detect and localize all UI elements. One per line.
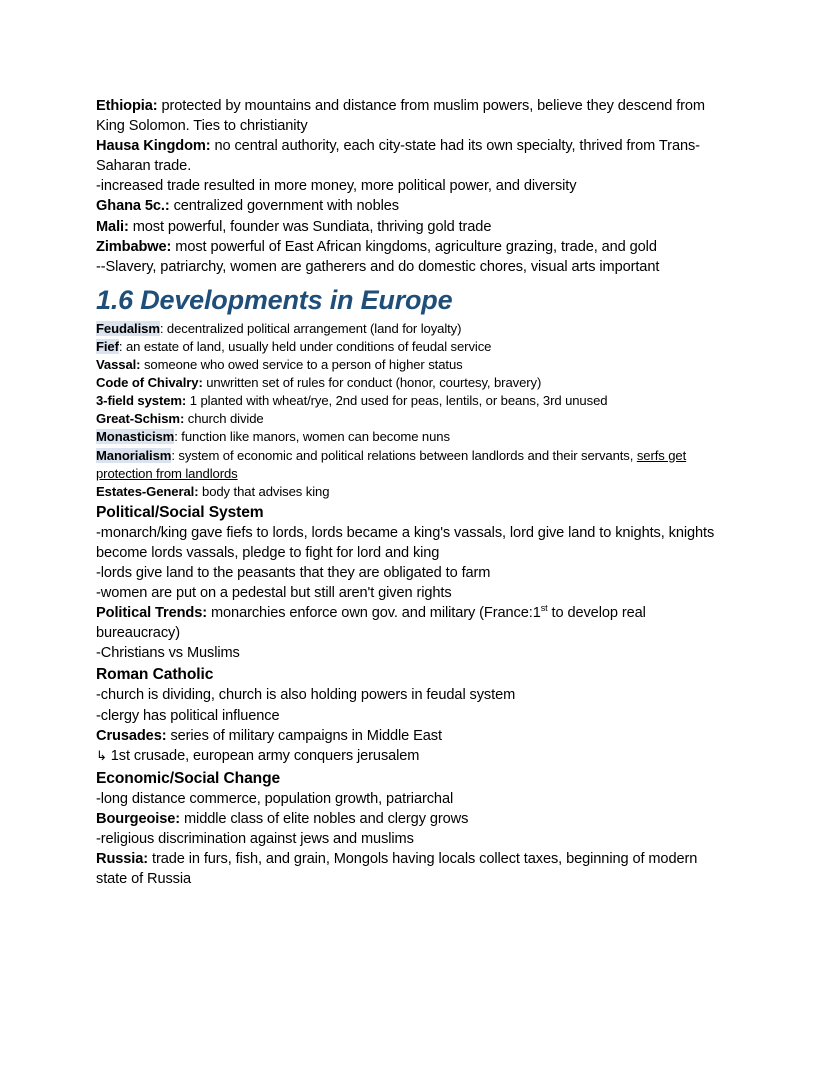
vocab-underlined-tail-manorialism: serfs get protection from landlords [96, 447, 687, 481]
vocab-definition-feudalism: : decentralized political arrangement (land for loyalty) [159, 320, 462, 336]
political-trends-text-a: monarchies enforce own gov. and military (France:1 [207, 605, 541, 622]
political-social-block [96, 523, 730, 664]
roman-catholic-line-2: -clergy has political influence [96, 707, 280, 724]
vocab-definition-manorialism: : system of economic and political relations between landlords and their servants, [171, 447, 637, 463]
note-line-mali [96, 217, 730, 237]
economic-social-line-1: -long distance commerce, population growth, patriarchal [96, 790, 454, 807]
vocab-term-monasticism: Monasticism [96, 429, 175, 445]
note-term-ethiopia: Ethiopia: [96, 98, 158, 114]
political-trends-text-b: to develop real bureaucracy) [96, 605, 646, 642]
vocab-term-great-schism: Great-Schism: [96, 411, 185, 427]
note-text-increased-trade: -increased trade resulted in more money, more political power, and diversity [96, 178, 577, 195]
note-line-slavery [96, 257, 730, 277]
crusades-sub-text: 1st crusade, european army conquers jerusalem [106, 747, 420, 764]
political-social-line-1: -monarch/king gave fiefs to lords, lords became a king's vassals, lord give land to knights, knights become lords vassals, pledge to fight for lord and king [96, 524, 715, 561]
subheading-roman-catholic: Roman Catholic [96, 666, 214, 684]
note-text-ethiopia: protected by mountains and distance from muslim powers, believe they descend from King Solomon. Ties to christianity [96, 98, 705, 135]
subheading-economic-social-change: Economic/Social Change [96, 769, 281, 787]
bourgeoise-term: Bourgeoise: [96, 810, 181, 827]
political-trends-superscript: st [540, 603, 548, 614]
africa-notes-block [96, 96, 730, 277]
note-text-zimbabwe: most powerful of East African kingdoms, agriculture grazing, trade, and gold [171, 238, 657, 255]
vocab-item-fief [96, 338, 730, 356]
political-social-line-2: -lords give land to the peasants that they are obligated to farm [96, 564, 491, 581]
vocabulary-block [96, 320, 730, 501]
vocab-term-vassal: Vassal: [96, 357, 141, 373]
note-text-ghana: centralized government with nobles [169, 198, 399, 215]
vocab-item-great-schism [96, 410, 730, 428]
vocab-term-3-field-system: 3-field system: [96, 393, 187, 409]
russia-line [96, 849, 730, 889]
crusades-line [96, 726, 730, 746]
roman-catholic-line-1: -church is dividing, church is also holding powers in feudal system [96, 687, 516, 704]
bourgeoise-text: middle class of elite nobles and clergy grows [180, 810, 469, 827]
vocab-term-feudalism: Feudalism [96, 320, 160, 336]
economic-social-block [96, 789, 730, 889]
vocab-definition-3-field-system: 1 planted with wheat/rye, 2nd used for peas, lentils, or beans, 3rd unused [186, 393, 608, 409]
vocab-item-3-field-system [96, 392, 730, 410]
note-line-hausa [96, 136, 730, 176]
political-social-closing-line: -Christians vs Muslims [96, 645, 240, 662]
note-term-mali: Mali: [96, 218, 129, 235]
note-line-ethiopia [96, 96, 730, 136]
note-term-hausa: Hausa Kingdom: [96, 138, 211, 155]
crusades-sub-line [96, 746, 730, 767]
russia-text: trade in furs, fish, and grain, Mongols having locals collect taxes, beginning of modern state of Russia [96, 851, 698, 888]
note-term-ghana: Ghana 5c.: [96, 198, 170, 215]
vocab-item-vassal [96, 356, 730, 374]
economic-social-line-2: -religious discrimination against jews and muslims [96, 831, 414, 847]
vocab-definition-monasticism: : function like manors, women can become nuns [174, 429, 450, 445]
vocab-item-manorialism [96, 447, 730, 483]
note-line-zimbabwe [96, 237, 730, 257]
vocab-definition-code-of-chivalry: unwritten set of rules for conduct (honor, courtesy, bravery) [202, 375, 542, 391]
vocab-definition-estates-general: body that advises king [198, 483, 330, 499]
bourgeoise-line [96, 809, 730, 829]
vocab-term-code-of-chivalry: Code of Chivalry: [96, 375, 203, 391]
note-text-slavery: --Slavery, patriarchy, women are gatherers and do domestic chores, visual arts important [96, 258, 660, 275]
note-text-mali: most powerful, founder was Sundiata, thriving gold trade [128, 218, 492, 235]
russia-term: Russia: [96, 851, 149, 868]
crusades-text: series of military campaigns in Middle East [166, 727, 442, 744]
vocab-term-fief: Fief [96, 338, 119, 354]
vocab-item-estates-general [96, 483, 730, 501]
political-trends-term: Political Trends: [96, 605, 208, 622]
vocab-definition-vassal: someone who owed service to a person of higher status [140, 357, 463, 373]
note-term-zimbabwe: Zimbabwe: [96, 238, 172, 255]
vocab-definition-great-schism: church divide [184, 411, 264, 427]
vocab-term-manorialism: Manorialism [96, 447, 172, 463]
note-line-ghana [96, 196, 730, 216]
vocab-item-feudalism [96, 320, 730, 338]
political-trends-line [96, 603, 730, 643]
crusades-term: Crusades: [96, 727, 167, 744]
note-text-hausa: no central authority, each city-state had its own specialty, thrived from Trans-Saharan trade. [96, 138, 700, 175]
note-line-increased-trade [96, 176, 730, 196]
vocab-item-code-of-chivalry [96, 374, 730, 392]
vocab-term-estates-general: Estates-General: [96, 483, 199, 499]
section-heading-developments-in-europe: 1.6 Developments in Europe [96, 284, 453, 315]
vocab-item-monasticism [96, 428, 730, 446]
roman-catholic-block [96, 685, 730, 766]
political-social-line-3: -women are put on a pedestal but still aren't given rights [96, 585, 452, 602]
subheading-political-social-system: Political/Social System [96, 503, 264, 521]
down-right-arrow-icon: ↳ [96, 748, 107, 764]
vocab-definition-fief: : an estate of land, usually held under conditions of feudal service [118, 338, 492, 354]
